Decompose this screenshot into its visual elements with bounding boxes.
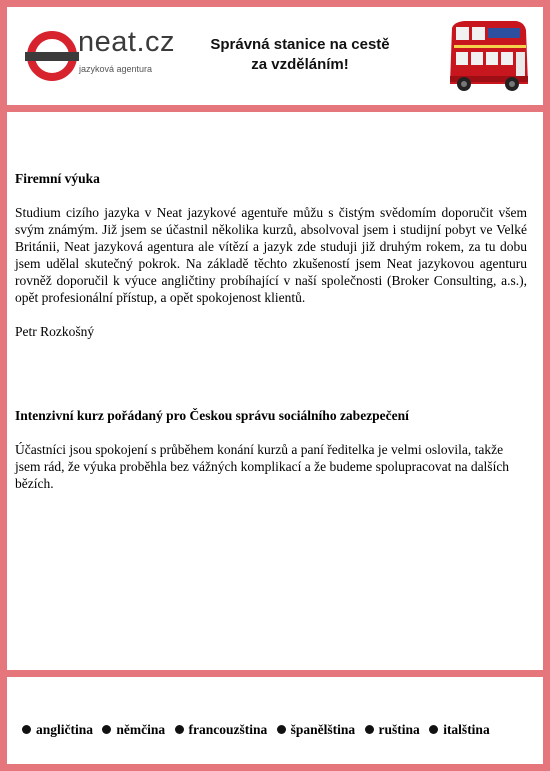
language-label: němčina [116, 722, 166, 737]
slogan-line-1: Správná stanice na cestě [210, 36, 390, 53]
language-item[interactable] [175, 722, 268, 738]
section-body: Studium cizího jazyka v Neat jazykové agentuře můžu s čistým svědomím doporučit všem svým známým. Již jsem se účastnil několika kurzů, absolvoval jsem i studijní pobyt ve Velké Británii, Neat jazyková agentura ale vítězí a jazyk zde studuji již druhým rokem, za tu dobu jsem udělal skutečný pokrok. Na základě těchto zkušeností jsem Neat jazykovou agenturu rovněž doporučil k výuce angličtiny probíhající v naší společnosti (Broker Consulting, a.s.), opět profesionální přístup, a opět spokojenost klientů. [15, 205, 527, 305]
language-list [22, 722, 532, 738]
header-divider [0, 105, 550, 112]
bullet-icon [277, 725, 286, 734]
language-label: španělština [290, 722, 356, 737]
bullet-icon [22, 725, 31, 734]
bullet-icon [429, 725, 438, 734]
footer-divider [0, 670, 550, 677]
bullet-icon [102, 725, 111, 734]
language-item[interactable] [102, 722, 165, 738]
double-decker-bus-icon [444, 18, 530, 96]
logo-tagline: jazyková agentura [79, 64, 153, 74]
language-label: italština [443, 722, 490, 737]
main-content [15, 170, 527, 492]
language-item[interactable] [277, 722, 356, 738]
language-label: ruština [378, 722, 420, 737]
section-heading: Intenzivní kurz pořádaný pro Českou správu sociálního zabezpečení [15, 408, 409, 423]
slogan-line-2: za vzděláním! [251, 56, 349, 73]
language-item[interactable] [429, 722, 490, 738]
bullet-icon [175, 725, 184, 734]
section-body: Účastníci jsou spokojení s průběhem konání kurzů a paní ředitelka je velmi oslovila, takže jsem rád, že výuka proběhla bez vážných komplikací a že budeme spolupracovat na dalších bězích. [15, 442, 510, 491]
section-heading: Firemní výuka [15, 171, 100, 186]
language-item[interactable] [365, 722, 420, 738]
logo-wordmark[interactable]: neat.cz [78, 26, 175, 58]
slogan [205, 35, 395, 75]
bullet-icon [365, 725, 374, 734]
language-item[interactable] [22, 722, 93, 738]
language-label: francouzština [188, 722, 268, 737]
signature: Petr Rozkošný [15, 324, 95, 339]
language-label: angličtina [36, 722, 94, 737]
